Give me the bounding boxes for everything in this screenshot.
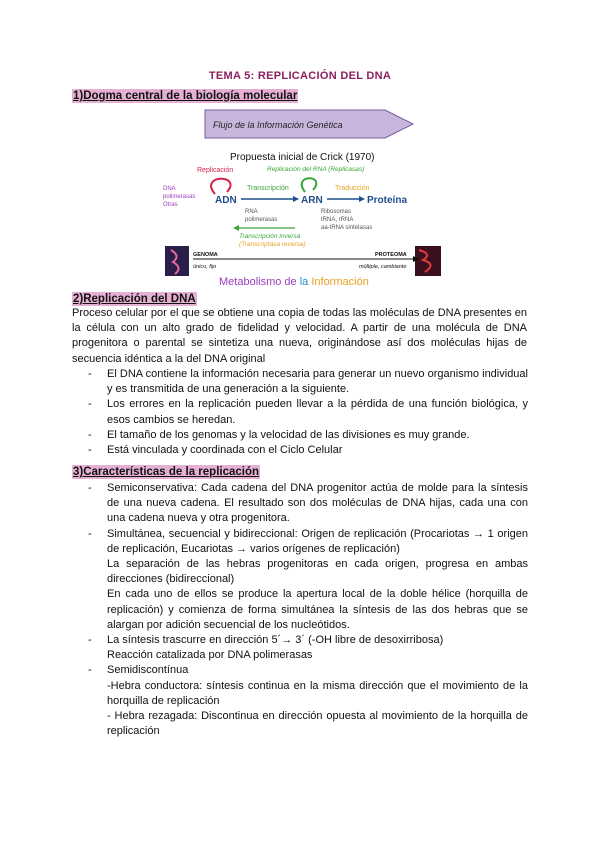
translation-label: Traducción bbox=[335, 185, 370, 192]
proposal-text: Propuesta inicial de Crick (1970) bbox=[230, 152, 375, 163]
ribosomas-line3: aa-tRNA sintetasas bbox=[321, 225, 373, 231]
footer-part-2: de bbox=[281, 276, 300, 288]
section-heading-dogma: 1)Dogma central de la biología molecular bbox=[73, 90, 298, 102]
footer-part-1: Metabolismo bbox=[219, 276, 282, 288]
bullet-semidiscontinua: - Semidiscontínua bbox=[107, 664, 189, 677]
section3-bullet-list bbox=[88, 481, 528, 739]
proteoma-sub: múltiple, cambiante bbox=[359, 264, 407, 270]
genoma-sub: único, fijo bbox=[193, 264, 217, 270]
bullet-simultanea-p2: La separación de las hebras progenitoras en cada origen, progresa en ambas direcciones (bidireccional) bbox=[107, 558, 528, 586]
adn-node: ADN bbox=[215, 195, 237, 206]
rna-replication-label: Replicación del RNA (Replicasas) bbox=[267, 166, 365, 173]
section2-paragraph: Proceso celular por el que se obtiene una copia de todas las moléculas de DNA presentes en la célula con un alto grado de fidelidad y velocidad. A partir de una molécula de DNA progenitora o parental se sintetiza una nueva, originándose así dos moléculas hijas de secuencia idéntica a la del DNA original bbox=[72, 307, 527, 365]
ribosomas-line1: Ribosomas bbox=[321, 209, 352, 215]
section3-bullet bbox=[88, 481, 528, 527]
dna-pol-line2: polimerasas bbox=[163, 194, 196, 200]
replication-label: Replicación bbox=[197, 167, 234, 174]
reverse-label-1: Transcripción inversa bbox=[239, 233, 301, 240]
proteina-node: Proteína bbox=[367, 195, 408, 206]
central-dogma-diagram bbox=[163, 104, 445, 290]
rna-pol-line1: RNA bbox=[245, 209, 258, 215]
bullet-direccion: - La síntesis trascurre en dirección 5´→ 3´ (-OH libre de desoxirribosa) bbox=[107, 634, 444, 647]
section3-bullet bbox=[88, 527, 528, 633]
section2-bullet: - Está vinculada y coordinada con el Ciclo Celular bbox=[88, 443, 528, 458]
section3-bullet bbox=[88, 663, 528, 739]
document-title: TEMA 5: REPLICACIÓN DEL DNA bbox=[208, 70, 392, 82]
section2-bullet: - El tamaño de los genomas y la velocidad de las divisiones es muy grande. bbox=[88, 428, 528, 443]
reverse-arrowhead bbox=[233, 225, 239, 231]
bullet-semiconservativa: - Semiconservativa: Cada cadena del DNA progenitor actúa de molde para la síntesis de una nueva cadena. El resultado son dos moléculas de DNA hijas, cada una con una cadena nueva y otra progenitora. bbox=[107, 482, 528, 525]
figure-footer bbox=[219, 276, 369, 288]
dna-pol-line1: DNA bbox=[163, 186, 176, 192]
banner-text: Flujo de la Información Genética bbox=[213, 120, 343, 130]
translation-arrowhead bbox=[359, 196, 365, 202]
bullet-semidiscontinua-p3: - Hebra rezagada: Discontinua en dirección opuesta al movimiento de la horquilla de replicación bbox=[107, 710, 528, 738]
bullet-simultanea: - Simultánea, secuencial y bidireccional: Origen de replicación (Procariotas → 1 origen de replicación, Eucariotas → varios orígenes de replicación) bbox=[107, 527, 528, 555]
section-heading-caracteristicas: 3)Características de la replicación bbox=[73, 466, 260, 478]
arn-node: ARN bbox=[301, 195, 323, 206]
section3-bullet bbox=[88, 633, 528, 663]
genoma-label: GENOMA bbox=[193, 252, 218, 258]
footer-part-4: Información bbox=[308, 276, 369, 288]
section2-bullet: - Los errores en la replicación pueden llevar a la pérdida de una función biológica, y esos cambios se heredan. bbox=[88, 397, 528, 427]
reverse-label-2: (Transcriptasa reversa) bbox=[239, 241, 306, 248]
rna-replication-loop bbox=[302, 178, 317, 192]
bullet-simultanea-p3: En cada uno de ellos se produce la apertura local de la doble hélice (horquilla de replicación) y comienza de forma simultánea la síntesis de las dos hebras que se alargan por adición secuencial de los nucleótidos. bbox=[107, 588, 528, 631]
rna-pol-line2: polimerasas bbox=[245, 217, 278, 223]
central-dogma-figure bbox=[163, 104, 445, 290]
bullet-semidiscontinua-p2: -Hebra conductora: síntesis continua en la misma dirección que el movimiento de la horquilla de replicación bbox=[107, 679, 528, 707]
bullet-direccion-p2: Reacción catalizada por DNA polimerasas bbox=[107, 649, 313, 662]
replication-loop-arrow bbox=[211, 179, 230, 194]
proteoma-label: PROTEOMA bbox=[375, 252, 407, 258]
section-heading-replicacion: 2)Replicación del DNA bbox=[73, 293, 196, 305]
transcription-label: Transcripción bbox=[247, 185, 289, 192]
footer-part-3: la bbox=[299, 276, 309, 288]
section2-bullet: - El DNA contiene la información necesaria para generar un nuevo organismo individual y es transmitida de una generación a la siguiente. bbox=[88, 367, 528, 397]
dna-pol-line3: Otras bbox=[163, 202, 178, 208]
transcription-arrowhead bbox=[293, 196, 299, 202]
section2-bullet-list bbox=[88, 367, 528, 458]
ribosomas-line2: tRNA, rRNA bbox=[321, 217, 354, 223]
